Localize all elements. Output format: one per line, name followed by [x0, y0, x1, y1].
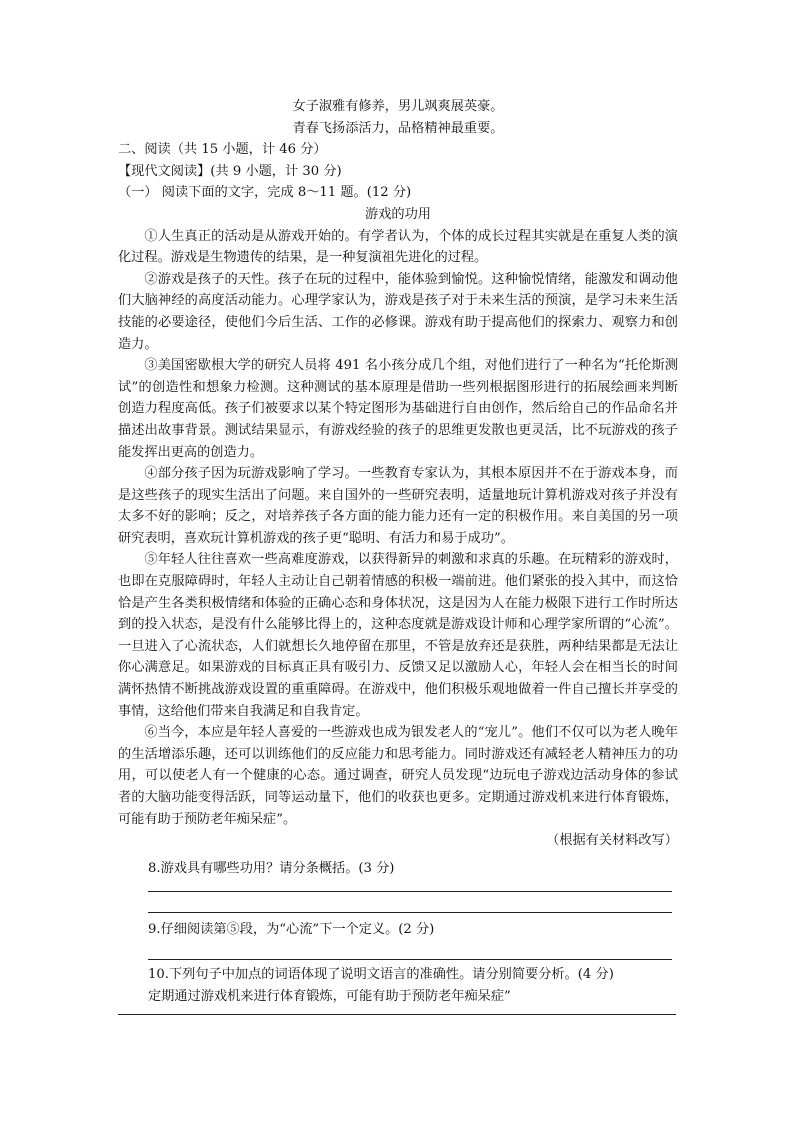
question-10: 10.下列句子中加点的词语体现了说明文语言的准确性。请分别简要分析。(4 分) [148, 966, 614, 982]
poem-line-1: 女子淑雅有修养，男儿飒爽展英豪。 [292, 99, 504, 114]
part-instruction: （一） 阅读下面的文字，完成 8～11 题。(12 分) [118, 185, 412, 201]
article-paragraph-5: ⑤年轻人往往喜欢一些高难度游戏，以获得新异的刺激和求真的乐趣。在玩精彩的游戏时，也即在克服障碍时，年轻人主动让自己朝着情感的积极一端前进。他们紧张的投入其中，而这恰恰是产生各类积极情绪和体验的正确心态和身体状况，这是因为人在能力极限下进行工作时所达到的投入状态，是没有什么能够比得上的，这种态度就是游戏设计师和心理学家所谓的“心流”。一旦进入了心流状态，人们就想长久地停留在那里，不管是放弃还是获胜，两种结果都是无法让你心满意足。如果游戏的目标真正具有吸引力、反馈又足以激励人心，年轻人会在相当长的时间满怀热情不断挑战游戏设置的重重障碍。在游戏中，他们积极乐观地做着一件自己擅长并享受的事情，这给他们带来自我满足和自我肯定。 [118, 552, 678, 719]
article-paragraph-2: ②游戏是孩子的天性。孩子在玩的过程中，能体验到愉悦。这种愉悦情绪，能激发和调动他们大脑神经的高度活动能力。心理学家认为，游戏是孩子对于未来生活的预演，是学习未来生活技能的必要途径，使他们今后生活、工作的必修课。游戏有助于提高他们的探索力、观察力和创造力。 [118, 271, 678, 352]
article-source: （根据有关材料改写） [546, 833, 678, 849]
article-title: 游戏的功用 [365, 206, 431, 222]
question-8: 8.游戏具有哪些功用？请分条概括。(3 分) [148, 860, 395, 876]
article-paragraph-1: ①人生真正的活动是从游戏开始的。有学者认为，个体的成长过程其实就是在重复人类的演化过程。游戏是生物遗传的结果，是一种复演祖先进化的过程。 [118, 228, 678, 266]
article-paragraph-3: ③美国密歇根大学的研究人员将 491 名小孩分成几个组，对他们进行了一种名为“托伦斯测试”的创造性和想象力检测。这种测试的基本原理是借助一些列根据图形进行的拓展绘画来判断创造力程度高低。孩子们被要求以某个特定图形为基础进行自由创作，然后给自己的作品命名并描述出故事背景。测试结果显示，有游戏经验的孩子的思维更发散也更灵活，比不玩游戏的孩子能发挥出更高的创造力。 [118, 358, 678, 460]
article-paragraph-6: ⑥当今，本应是年轻人喜爱的一些游戏也成为银发老人的“宠儿”。他们不仅可以为老人晚年的生活增添乐趣，还可以训练他们的反应能力和思考能力。同时游戏还有减轻老人精神压力的功用，可以使老人有一个健康的心态。通过调查，研究人员发现“边玩电子游戏边活动身体的参试者的大脑功能变得活跃，同等运动量下，他们的收获也更多。定期通过游戏机来进行体育锻炼，可能有助于预防老年痴呆症”。 [118, 725, 678, 827]
section-title: 二、阅读（共 15 小题，计 46 分） [118, 142, 327, 158]
page-content [118, 96, 678, 1007]
question-10-sentence: 定期通过游戏机来进行体育锻炼，可能有助于预防老年痴呆症” [148, 988, 511, 1004]
bottom-rule [118, 1014, 676, 1015]
article-paragraph-4: ④部分孩子因为玩游戏影响了学习。一些教育专家认为，其根本原因并不在于游戏本身，而是这些孩子的现实生活出了问题。来自国外的一些研究表明，适量地玩计算机游戏对孩子并没有太多不好的影响；反之，对培养孩子各方面的能力能力还有一定的积极作用。来自美国的另一项研究表明，喜欢玩计算机游戏的孩子更“聪明、有活力和易于成功”。 [118, 466, 678, 546]
question-9: 9.仔细阅读第⑤段，为“心流”下一个定义。(2 分) [148, 922, 435, 938]
poem-line-2: 青春飞扬添活力，品格精神最重要。 [292, 120, 504, 136]
section-subtitle: 【现代文阅读】(共 9 小题，计 30 分) [118, 163, 342, 179]
